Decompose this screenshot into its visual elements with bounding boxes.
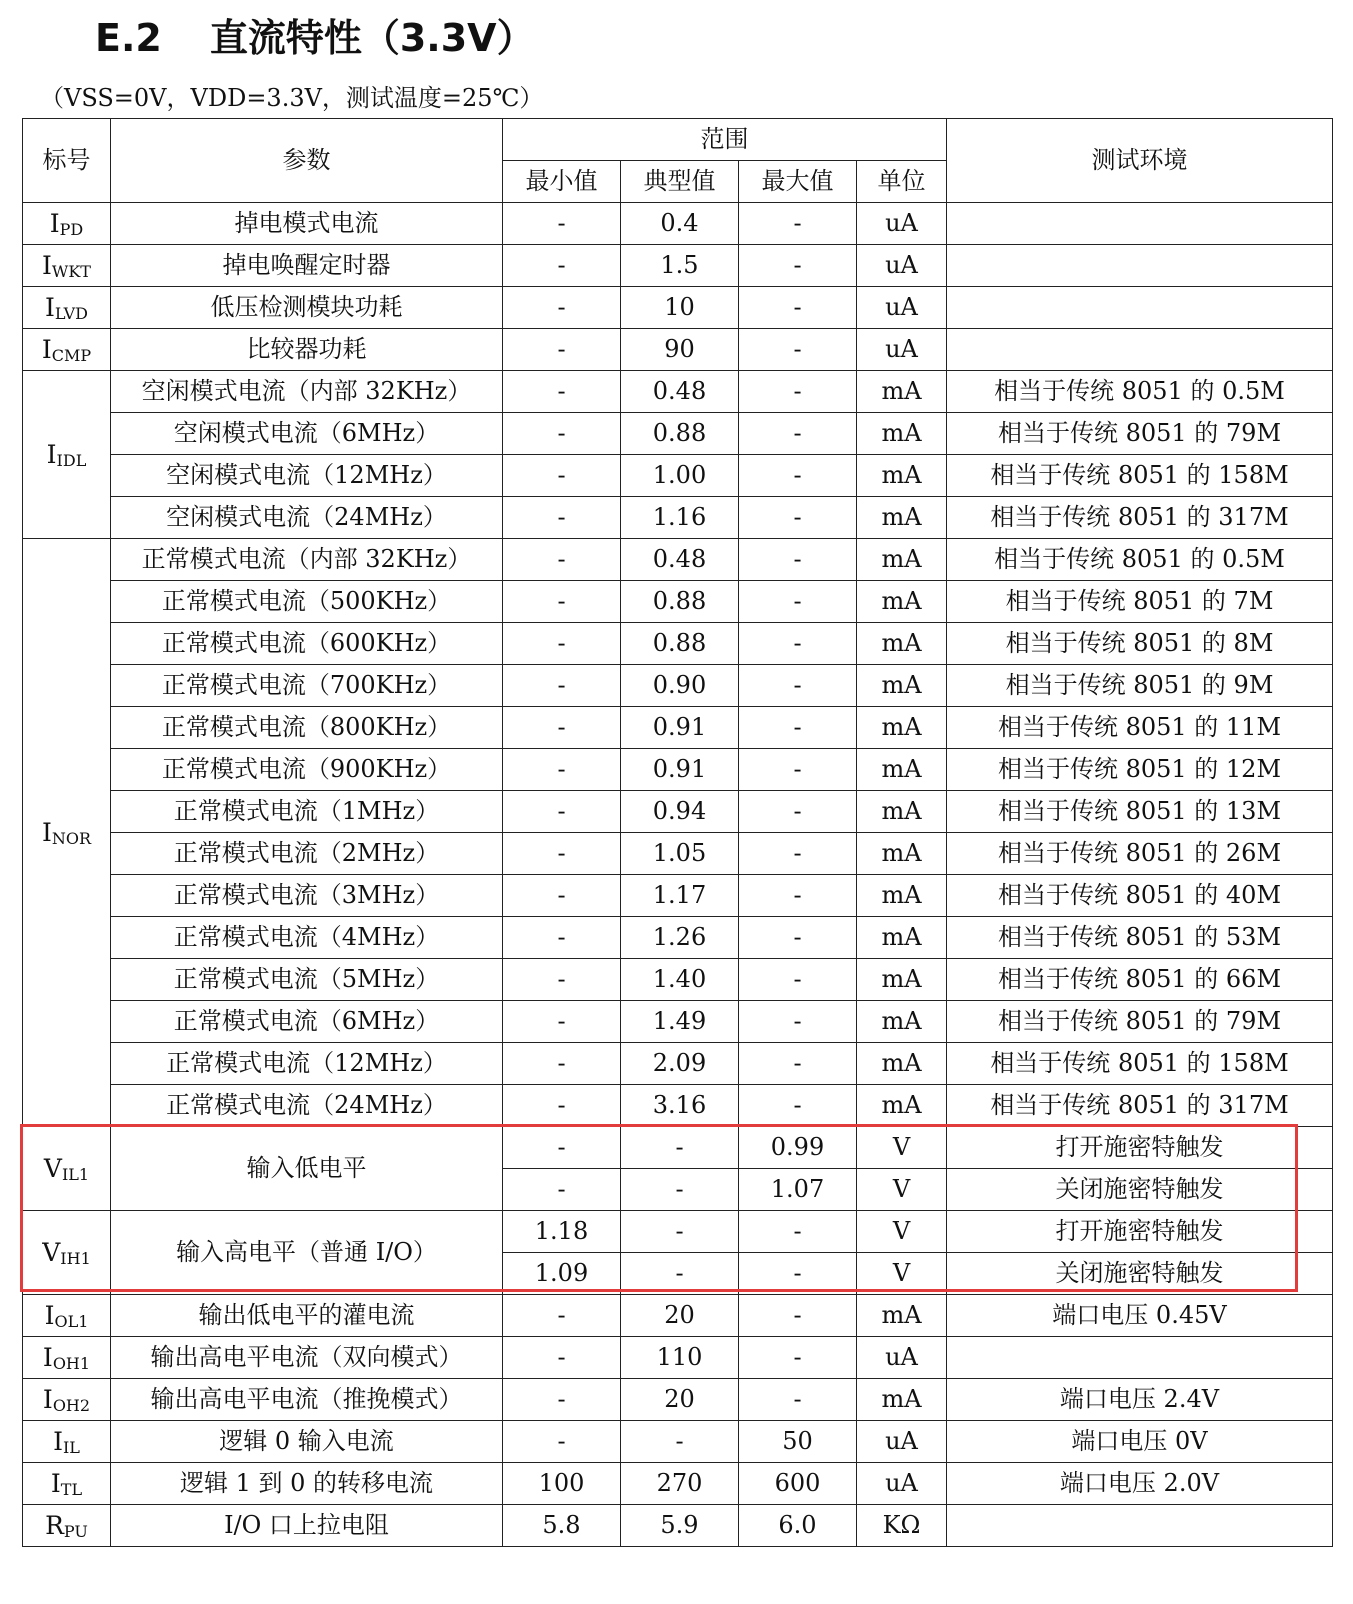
unit-cell: uA [857,1463,947,1505]
max-cell: - [739,749,857,791]
symbol-subscript: OH2 [52,1396,91,1415]
symbol-cell [23,203,111,245]
symbol-cell [23,371,111,539]
symbol-cell [23,1379,111,1421]
table-row [23,455,1333,497]
param-cell: 输入低电平 [111,1127,503,1211]
max-cell: 600 [739,1463,857,1505]
unit-cell: V [857,1169,947,1211]
table-row [23,623,1333,665]
unit-cell: mA [857,1085,947,1127]
env-cell: 打开施密特触发 [947,1127,1333,1169]
min-cell: 1.18 [503,1211,621,1253]
env-cell: 相当于传统 8051 的 158M [947,455,1333,497]
table-row [23,1337,1333,1379]
table-row [23,959,1333,1001]
table-row [23,287,1333,329]
typ-cell: 1.05 [621,833,739,875]
symbol-subscript: NOR [51,829,92,848]
symbol-letter: I [46,440,57,469]
env-cell: 关闭施密特触发 [947,1253,1333,1295]
symbol-subscript: OL1 [54,1312,89,1331]
symbol-cell [23,1463,111,1505]
table-row [23,1379,1333,1421]
env-cell: 相当于传统 8051 的 317M [947,497,1333,539]
min-cell: - [503,791,621,833]
unit-cell: mA [857,791,947,833]
unit-cell: mA [857,707,947,749]
typ-cell: 0.48 [621,371,739,413]
env-cell: 相当于传统 8051 的 0.5M [947,539,1333,581]
unit-cell: uA [857,245,947,287]
env-cell: 相当于传统 8051 的 66M [947,959,1333,1001]
min-cell: 5.8 [503,1505,621,1547]
unit-cell: mA [857,413,947,455]
env-cell: 端口电压 2.4V [947,1379,1333,1421]
symbol-letter: I [41,335,52,364]
param-cell: 正常模式电流（3MHz） [111,875,503,917]
header-param: 参数 [111,119,503,203]
section-heading: 直流特性（3.3V） [209,16,535,60]
min-cell: 100 [503,1463,621,1505]
max-cell: - [739,707,857,749]
unit-cell: mA [857,455,947,497]
max-cell: 0.99 [739,1127,857,1169]
min-cell: - [503,749,621,791]
env-cell: 相当于传统 8051 的 40M [947,875,1333,917]
typ-cell: - [621,1253,739,1295]
symbol-cell [23,287,111,329]
max-cell: - [739,329,857,371]
unit-cell: KΩ [857,1505,947,1547]
dc-characteristics-table [22,118,1333,1547]
table-row [23,413,1333,455]
max-cell: - [739,917,857,959]
max-cell: - [739,539,857,581]
typ-cell: 0.91 [621,707,739,749]
param-cell: 空闲模式电流（内部 32KHz） [111,371,503,413]
typ-cell: 1.40 [621,959,739,1001]
unit-cell: mA [857,749,947,791]
symbol-cell [23,1211,111,1295]
param-cell: 正常模式电流（500KHz） [111,581,503,623]
max-cell: 50 [739,1421,857,1463]
min-cell: - [503,581,621,623]
max-cell: - [739,203,857,245]
param-cell: 正常模式电流（1MHz） [111,791,503,833]
unit-cell: mA [857,371,947,413]
typ-cell: 1.49 [621,1001,739,1043]
min-cell: - [503,497,621,539]
env-cell: 相当于传统 8051 的 79M [947,413,1333,455]
min-cell: - [503,539,621,581]
section-number: E.2 [95,16,162,60]
env-cell: 端口电压 2.0V [947,1463,1333,1505]
env-cell: 相当于传统 8051 的 158M [947,1043,1333,1085]
min-cell: - [503,665,621,707]
table-row [23,1085,1333,1127]
symbol-subscript: IH1 [60,1249,91,1268]
typ-cell: 0.48 [621,539,739,581]
min-cell: - [503,1295,621,1337]
max-cell: - [739,1085,857,1127]
symbol-subscript: TL [60,1480,83,1499]
min-cell: - [503,455,621,497]
min-cell: - [503,329,621,371]
unit-cell: mA [857,623,947,665]
min-cell: - [503,1337,621,1379]
max-cell: - [739,245,857,287]
header-unit: 单位 [857,161,947,203]
min-cell: - [503,875,621,917]
param-cell: 正常模式电流（12MHz） [111,1043,503,1085]
table-row [23,1001,1333,1043]
typ-cell: 0.88 [621,413,739,455]
param-cell: 正常模式电流（900KHz） [111,749,503,791]
env-cell: 端口电压 0V [947,1421,1333,1463]
env-cell: 打开施密特触发 [947,1211,1333,1253]
min-cell: - [503,413,621,455]
header-symbol: 标号 [23,119,111,203]
env-cell: 相当于传统 8051 的 13M [947,791,1333,833]
symbol-cell [23,1127,111,1211]
max-cell: - [739,665,857,707]
max-cell: - [739,455,857,497]
symbol-letter: I [50,1469,61,1498]
unit-cell: mA [857,581,947,623]
symbol-cell [23,1295,111,1337]
param-cell: 正常模式电流（4MHz） [111,917,503,959]
symbol-subscript: OH1 [52,1354,91,1373]
max-cell: - [739,1211,857,1253]
param-cell: 空闲模式电流（6MHz） [111,413,503,455]
table-row [23,245,1333,287]
table-row [23,329,1333,371]
typ-cell: 0.4 [621,203,739,245]
min-cell: - [503,1001,621,1043]
table-row [23,875,1333,917]
table-row [23,1421,1333,1463]
symbol-cell [23,245,111,287]
unit-cell: uA [857,1421,947,1463]
max-cell: - [739,1337,857,1379]
symbol-cell [23,1421,111,1463]
typ-cell: 10 [621,287,739,329]
typ-cell: 1.00 [621,455,739,497]
symbol-subscript: WKT [51,262,91,281]
max-cell: - [739,1295,857,1337]
table-row [23,833,1333,875]
param-cell: 正常模式电流（600KHz） [111,623,503,665]
min-cell: - [503,1085,621,1127]
unit-cell: V [857,1127,947,1169]
typ-cell: 1.26 [621,917,739,959]
typ-cell: 0.91 [621,749,739,791]
unit-cell: mA [857,875,947,917]
env-cell: 相当于传统 8051 的 0.5M [947,371,1333,413]
table-row [23,749,1333,791]
env-cell: 关闭施密特触发 [947,1169,1333,1211]
symbol-letter: I [42,1385,53,1414]
max-cell: - [739,1253,857,1295]
unit-cell: mA [857,1379,947,1421]
unit-cell: uA [857,1337,947,1379]
unit-cell: mA [857,959,947,1001]
typ-cell: 2.09 [621,1043,739,1085]
table-row [23,707,1333,749]
param-cell: 比较器功耗 [111,329,503,371]
symbol-letter: R [45,1511,64,1540]
unit-cell: mA [857,1295,947,1337]
typ-cell: - [621,1127,739,1169]
unit-cell: mA [857,497,947,539]
param-cell: 空闲模式电流（12MHz） [111,455,503,497]
table-row [23,581,1333,623]
symbol-letter: I [45,293,55,322]
param-cell: 输出低电平的灌电流 [111,1295,503,1337]
param-cell: 正常模式电流（700KHz） [111,665,503,707]
symbol-subscript: CMP [51,346,92,365]
param-cell: 掉电模式电流 [111,203,503,245]
table-body [23,203,1333,1547]
symbol-letter: I [44,1301,55,1330]
header-row-1 [23,119,1333,161]
table-row [23,791,1333,833]
symbol-letter: I [42,1343,53,1372]
typ-cell: 5.9 [621,1505,739,1547]
typ-cell: - [621,1169,739,1211]
min-cell: - [503,1421,621,1463]
table-row [23,1043,1333,1085]
param-cell: 逻辑 0 输入电流 [111,1421,503,1463]
symbol-subscript: PU [63,1522,88,1541]
symbol-letter: V [43,1154,62,1183]
param-cell: 正常模式电流（6MHz） [111,1001,503,1043]
env-cell [947,287,1333,329]
typ-cell: 90 [621,329,739,371]
unit-cell: mA [857,539,947,581]
env-cell [947,1337,1333,1379]
param-cell: 正常模式电流（24MHz） [111,1085,503,1127]
param-cell: 低压检测模块功耗 [111,287,503,329]
table-row [23,1505,1333,1547]
min-cell: - [503,707,621,749]
max-cell: - [739,1001,857,1043]
min-cell: - [503,1169,621,1211]
unit-cell: mA [857,665,947,707]
symbol-cell [23,1337,111,1379]
table-row [23,371,1333,413]
min-cell: - [503,623,621,665]
typ-cell: - [621,1211,739,1253]
max-cell: - [739,1043,857,1085]
min-cell: - [503,245,621,287]
param-cell: I/O 口上拉电阻 [111,1505,503,1547]
env-cell [947,203,1333,245]
env-cell [947,329,1333,371]
env-cell: 端口电压 0.45V [947,1295,1333,1337]
env-cell: 相当于传统 8051 的 53M [947,917,1333,959]
param-cell: 掉电唤醒定时器 [111,245,503,287]
symbol-letter: I [53,1427,63,1456]
symbol-subscript: PD [59,220,84,239]
unit-cell: mA [857,1001,947,1043]
env-cell: 相当于传统 8051 的 12M [947,749,1333,791]
param-cell: 输入高电平（普通 I/O） [111,1211,503,1295]
symbol-cell [23,329,111,371]
env-cell [947,1505,1333,1547]
symbol-subscript: IL [62,1438,80,1457]
min-cell: - [503,1043,621,1085]
max-cell: 6.0 [739,1505,857,1547]
table-row [23,539,1333,581]
max-cell: - [739,623,857,665]
table-row [23,1127,1333,1169]
param-cell: 正常模式电流（内部 32KHz） [111,539,503,581]
max-cell: - [739,371,857,413]
table-row [23,665,1333,707]
max-cell: - [739,959,857,1001]
symbol-subscript: IDL [56,451,87,470]
typ-cell: 0.88 [621,581,739,623]
param-cell: 正常模式电流（5MHz） [111,959,503,1001]
env-cell: 相当于传统 8051 的 8M [947,623,1333,665]
unit-cell: uA [857,329,947,371]
typ-cell: - [621,1421,739,1463]
typ-cell: 1.16 [621,497,739,539]
unit-cell: mA [857,833,947,875]
param-cell: 输出高电平电流（推挽模式） [111,1379,503,1421]
env-cell: 相当于传统 8051 的 79M [947,1001,1333,1043]
test-conditions: （VSS=0V，VDD=3.3V，测试温度=25℃） [40,84,544,112]
min-cell: - [503,833,621,875]
symbol-letter: V [42,1238,61,1267]
typ-cell: 0.88 [621,623,739,665]
param-cell: 输出高电平电流（双向模式） [111,1337,503,1379]
unit-cell: uA [857,287,947,329]
min-cell: - [503,371,621,413]
typ-cell: 20 [621,1295,739,1337]
table-row [23,1295,1333,1337]
min-cell: - [503,917,621,959]
header-typ: 典型值 [621,161,739,203]
unit-cell: mA [857,917,947,959]
typ-cell: 1.17 [621,875,739,917]
min-cell: - [503,1127,621,1169]
max-cell: - [739,833,857,875]
max-cell: - [739,875,857,917]
param-cell: 逻辑 1 到 0 的转移电流 [111,1463,503,1505]
header-range: 范围 [503,119,947,161]
unit-cell: mA [857,1043,947,1085]
section-title [95,8,535,68]
unit-cell: V [857,1253,947,1295]
typ-cell: 0.90 [621,665,739,707]
header-min: 最小值 [503,161,621,203]
env-cell: 相当于传统 8051 的 11M [947,707,1333,749]
symbol-subscript: IL1 [61,1165,90,1184]
unit-cell: uA [857,203,947,245]
typ-cell: 20 [621,1379,739,1421]
header-env: 测试环境 [947,119,1333,203]
symbol-cell [23,1505,111,1547]
symbol-cell [23,539,111,1127]
table-row [23,917,1333,959]
max-cell: - [739,287,857,329]
typ-cell: 3.16 [621,1085,739,1127]
max-cell: 1.07 [739,1169,857,1211]
param-cell: 正常模式电流（800KHz） [111,707,503,749]
min-cell: - [503,203,621,245]
min-cell: - [503,959,621,1001]
min-cell: - [503,287,621,329]
table-row [23,1463,1333,1505]
max-cell: - [739,413,857,455]
table-row [23,497,1333,539]
param-cell: 空闲模式电流（24MHz） [111,497,503,539]
header-max: 最大值 [739,161,857,203]
table-row [23,1211,1333,1253]
typ-cell: 1.5 [621,245,739,287]
typ-cell: 0.94 [621,791,739,833]
symbol-subscript: LVD [54,304,88,323]
symbol-letter: I [49,209,60,238]
max-cell: - [739,497,857,539]
unit-cell: V [857,1211,947,1253]
env-cell: 相当于传统 8051 的 317M [947,1085,1333,1127]
min-cell: 1.09 [503,1253,621,1295]
env-cell [947,245,1333,287]
table-row [23,203,1333,245]
env-cell: 相当于传统 8051 的 26M [947,833,1333,875]
min-cell: - [503,1379,621,1421]
param-cell: 正常模式电流（2MHz） [111,833,503,875]
symbol-letter: I [41,818,52,847]
typ-cell: 110 [621,1337,739,1379]
env-cell: 相当于传统 8051 的 7M [947,581,1333,623]
max-cell: - [739,791,857,833]
env-cell: 相当于传统 8051 的 9M [947,665,1333,707]
typ-cell: 270 [621,1463,739,1505]
max-cell: - [739,581,857,623]
max-cell: - [739,1379,857,1421]
symbol-letter: I [42,251,52,280]
